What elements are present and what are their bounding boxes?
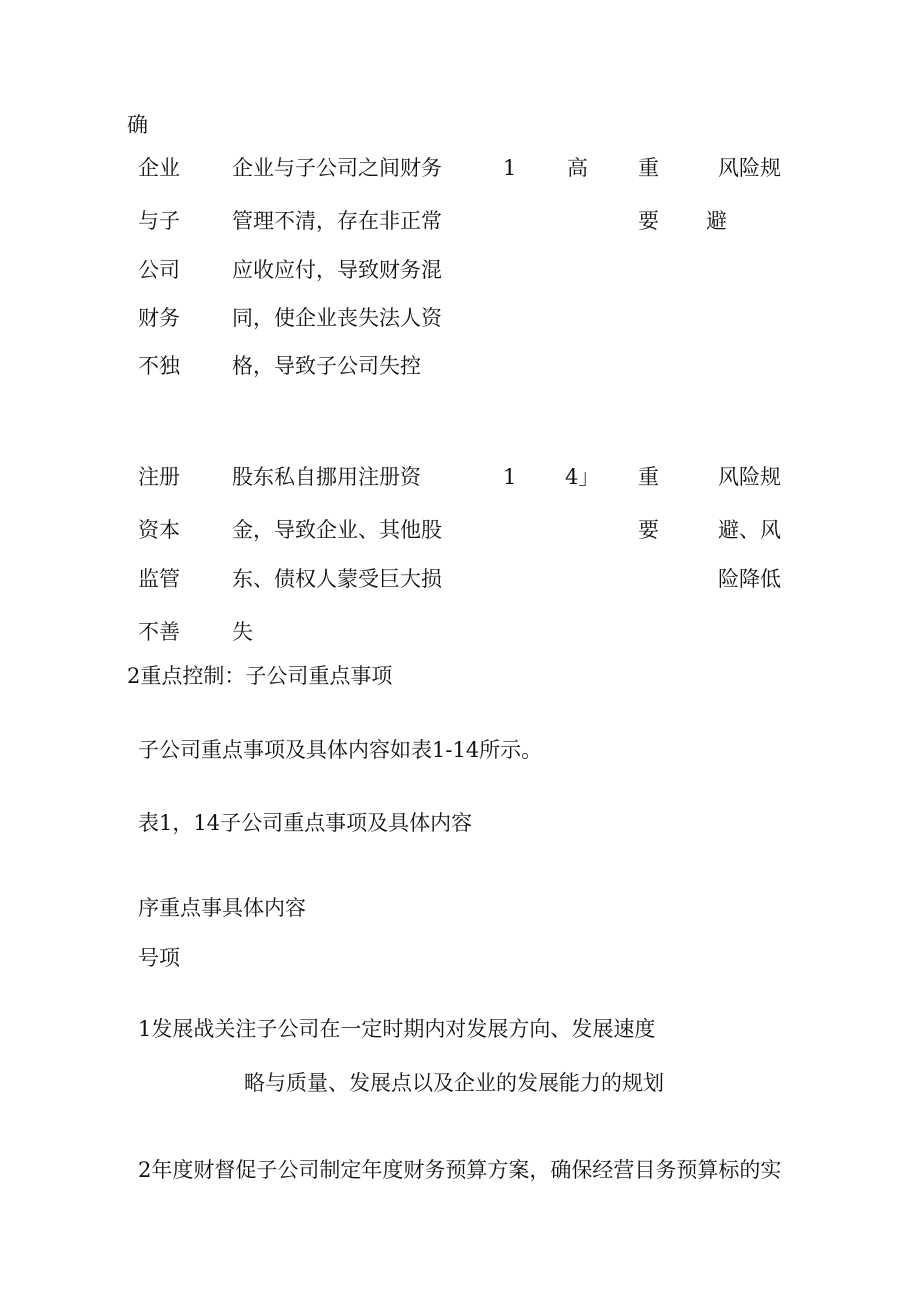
risk-item-line: 资本 [138,518,180,542]
risk-col5-line: 要 [638,518,659,542]
risk-col4: 高 [567,156,588,180]
risk-desc-line: 格，导致子公司失控 [232,354,421,378]
table-header-line: 号项 [138,946,180,970]
risk-item-line: 与子 [138,209,180,233]
risk-desc-line: 管理不清，存在非正常 [232,209,442,233]
risk-desc-line: 失 [232,620,253,644]
risk-item-line: 不善 [138,620,180,644]
risk-col6-line: 风险规 [718,465,781,489]
risk-col6-line: 险降低 [718,567,781,591]
risk-item-line: 企业 [138,156,180,180]
risk-col4: 4」 [565,465,600,489]
table-caption: 表1，14子公司重点事项及具体内容 [138,811,473,835]
risk-col6-line: 避 [706,209,727,233]
risk-col3: 1 [503,465,517,489]
risk-desc-line: 应收应付，导致财务混 [232,258,442,282]
risk-desc-line: 金，导致企业、其他股 [232,518,442,542]
table-row-line: 略与质量、发展点以及企业的发展能力的规划 [244,1071,664,1095]
risk-desc-line: 企业与子公司之间财务 [232,156,442,180]
risk-col6-line: 避、风 [718,518,781,542]
section-heading: 2重点控制：子公司重点事项 [127,664,393,688]
risk-col6-line: 风险规 [718,156,781,180]
risk-col5-line: 重 [638,156,659,180]
top-fragment: 确 [127,113,148,137]
risk-desc-line: 同，使企业丧失法人资 [232,306,442,330]
risk-item-line: 不独 [138,354,180,378]
risk-col5-line: 重 [638,465,659,489]
table-row-line: 1发展战关注子公司在一定时期内对发展方向、发展速度 [138,1017,656,1041]
section-intro: 子公司重点事项及具体内容如表1-14所示。 [138,738,543,762]
risk-col5-line: 要 [638,209,659,233]
table-header-line: 序重点事具体内容 [138,896,306,920]
risk-col3: 1 [503,156,517,180]
risk-item-line: 监管 [138,567,180,591]
risk-item-line: 注册 [138,465,180,489]
risk-item-line: 财务 [138,306,180,330]
table-row-line: 2年度财督促子公司制定年度财务预算方案，确保经营目务预算标的实 [138,1158,782,1182]
risk-desc-line: 东、债权人蒙受巨大损 [232,567,442,591]
risk-item-line: 公司 [138,258,180,282]
risk-desc-line: 股东私自挪用注册资 [232,465,421,489]
